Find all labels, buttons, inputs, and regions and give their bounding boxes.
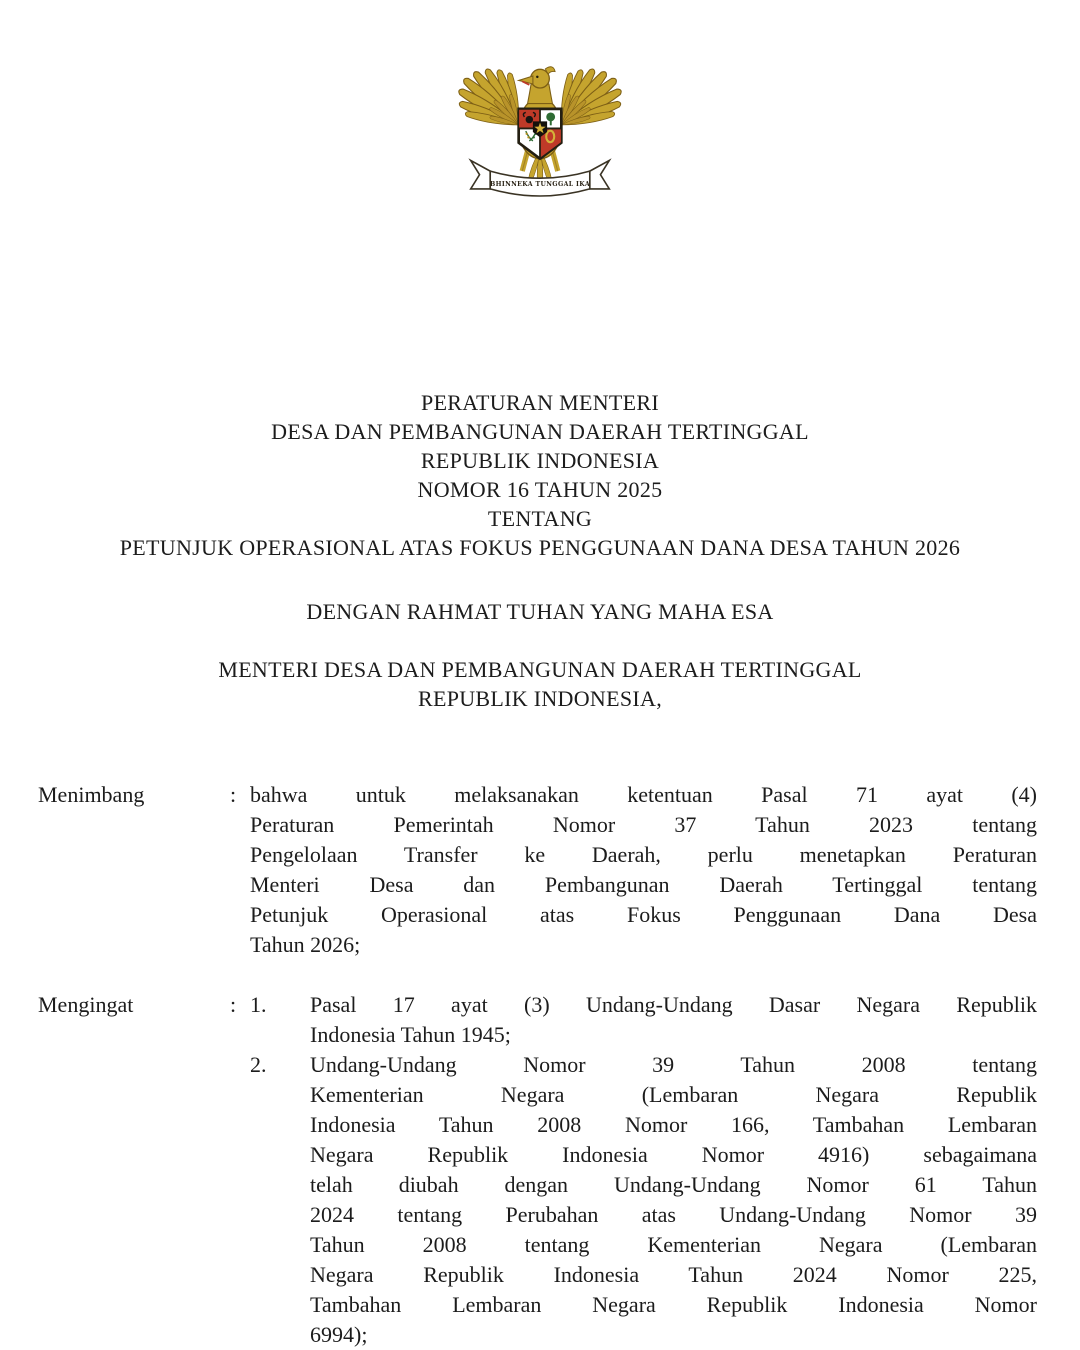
- menimbang-clause: [38, 780, 1037, 960]
- list-item-number: 2.: [250, 1052, 267, 1077]
- clauses-section: [0, 780, 1080, 1350]
- legal-basis-text: [310, 1050, 1037, 1350]
- title-line-republic: REPUBLIK INDONESIA: [420, 448, 660, 473]
- legal-basis-text-line: Tambahan Lembaran Negara Republik Indonesia Nomor: [310, 1292, 1037, 1317]
- legal-basis-text-line: Tahun 2008 tentang Kementerian Negara (Lembaran: [310, 1232, 1037, 1257]
- title-line-tentang: TENTANG: [487, 506, 593, 531]
- menimbang-text-line: Menteri Desa dan Pembangunan Daerah Tertinggal tentang: [250, 872, 1037, 897]
- legal-basis-text-line: Indonesia Tahun 2008 Nomor 166, Tambahan Lembaran: [310, 1112, 1037, 1137]
- mengingat-label: Mengingat: [38, 992, 134, 1017]
- legal-basis-text-line: Indonesia Tahun 1945;: [310, 1022, 511, 1047]
- document-title-block: [0, 388, 1080, 562]
- menimbang-text-line: bahwa untuk melaksanakan ketentuan Pasal 71 ayat (4): [250, 782, 1037, 807]
- menimbang-text-line: Tahun 2026;: [250, 932, 361, 957]
- menimbang-text-line: Peraturan Pemerintah Nomor 37 Tahun 2023 tentang: [250, 812, 1037, 837]
- legal-basis-text-line: 6994);: [310, 1322, 368, 1347]
- mengingat-content: [250, 990, 1037, 1350]
- garuda-pancasila-emblem: [460, 38, 620, 210]
- legal-basis-text: [310, 990, 1037, 1050]
- legal-basis-text-line: Undang-Undang Nomor 39 Tahun 2008 tentang: [310, 1052, 1037, 1077]
- title-line-regulation: PERATURAN MENTERI: [421, 390, 659, 415]
- emblem-container: [0, 0, 1080, 215]
- title-line-subject: PETUNJUK OPERASIONAL ATAS FOKUS PENGGUNAAN DANA DESA TAHUN 2026: [119, 535, 961, 560]
- authority-block: [0, 655, 1080, 713]
- authority-line-minister: MENTERI DESA DAN PEMBANGUNAN DAERAH TERTINGGAL: [218, 657, 862, 682]
- legal-basis-text-line: Kementerian Negara (Lembaran Negara Republik: [310, 1082, 1037, 1107]
- authority-line-republic: REPUBLIK INDONESIA,: [417, 686, 663, 711]
- emblem-motto-text: BHINNEKA TUNGGAL IKA: [489, 181, 591, 189]
- mengingat-clause: [38, 990, 1037, 1350]
- menimbang-text-line: Pengelolaan Transfer ke Daerah, perlu menetapkan Peraturan: [250, 842, 1037, 867]
- legal-basis-item-2: [250, 1050, 1037, 1350]
- menimbang-label: Menimbang: [38, 782, 145, 807]
- legal-basis-text-line: Negara Republik Indonesia Tahun 2024 Nomor 225,: [310, 1262, 1037, 1287]
- legal-basis-text-line: Negara Republik Indonesia Nomor 4916) sebagaimana: [310, 1142, 1037, 1167]
- legal-basis-item-1: [250, 990, 1037, 1050]
- legal-basis-text-line: telah diubah dengan Undang-Undang Nomor 61 Tahun: [310, 1172, 1037, 1197]
- legal-basis-text-line: Pasal 17 ayat (3) Undang-Undang Dasar Negara Republik: [310, 992, 1037, 1017]
- colon-separator: :: [230, 992, 237, 1017]
- menimbang-content: [250, 780, 1037, 960]
- legal-basis-text-line: 2024 tentang Perubahan atas Undang-Undang Nomor 39: [310, 1202, 1037, 1227]
- title-line-number: NOMOR 16 TAHUN 2025: [417, 477, 663, 502]
- title-line-ministry: DESA DAN PEMBANGUNAN DAERAH TERTINGGAL: [271, 419, 809, 444]
- list-item-number: 1.: [250, 992, 267, 1017]
- colon-separator: :: [230, 782, 237, 807]
- menimbang-text-line: Petunjuk Operasional atas Fokus Penggunaan Dana Desa: [250, 902, 1037, 927]
- invocation-line: DENGAN RAHMAT TUHAN YANG MAHA ESA: [306, 599, 774, 624]
